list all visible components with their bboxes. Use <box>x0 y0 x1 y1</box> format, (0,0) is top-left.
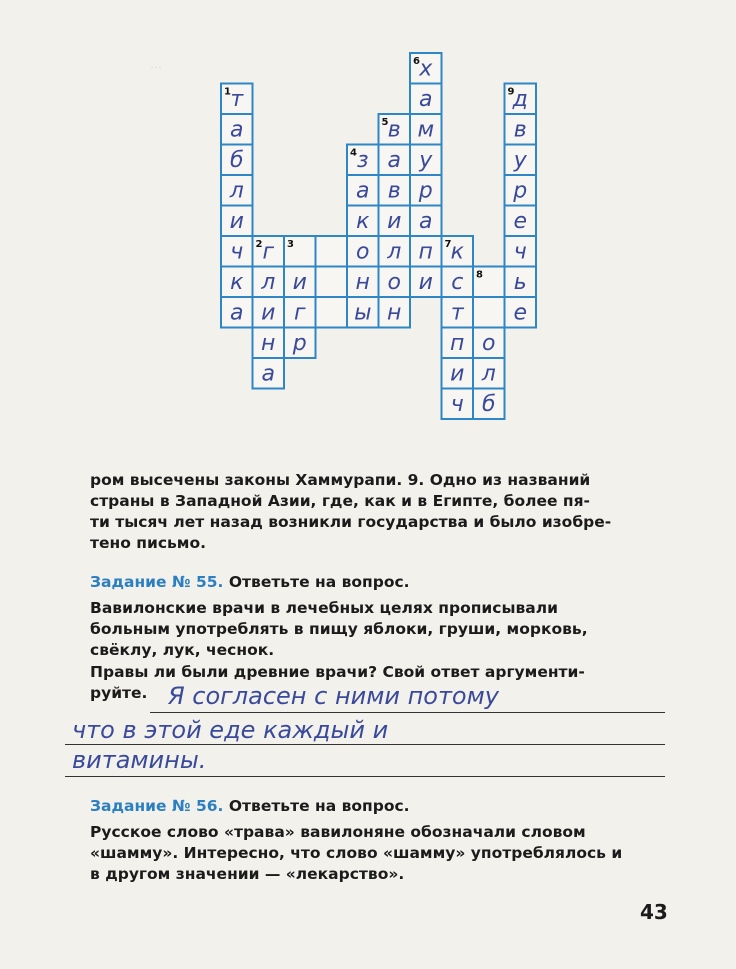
text-line: свёклу, лук, чеснок. <box>90 641 275 659</box>
crossword-letter: о <box>482 331 496 357</box>
crossword-letter: х <box>419 56 433 82</box>
text-line: ти тысяч лет назад возникли государства и было изобре- <box>90 513 612 531</box>
crossword-grid <box>0 0 736 470</box>
crossword-letter: г <box>293 300 306 326</box>
crossword-letter: ь <box>513 270 527 296</box>
crossword-letter: в <box>513 117 527 143</box>
text-line: страны в Западной Азии, где, как и в Египте, более пя- <box>90 492 590 510</box>
crossword-letter: а <box>419 87 433 113</box>
task-55-title: Задание № 55. <box>90 573 224 591</box>
crossword-letter: о <box>356 239 370 265</box>
task-56-instruction: Ответьте на вопрос. <box>228 797 410 815</box>
crossword-letter: к <box>230 270 244 296</box>
crossword-letter: к <box>450 239 464 265</box>
text-line: в другом значении — «лекарство». <box>90 865 405 883</box>
text-line: руйте. <box>90 684 148 702</box>
crossword-letter: т <box>450 300 464 326</box>
text-line: ром высечены законы Хаммурапи. 9. Одно из названий <box>90 471 591 489</box>
crossword-letter: н <box>261 331 276 357</box>
crossword-letter: с <box>451 270 464 296</box>
crossword-cell <box>316 267 348 298</box>
crossword-letter: м <box>417 117 435 143</box>
crossword-letter: и <box>261 300 276 326</box>
crossword-letter: а <box>356 178 370 204</box>
crossword-letter: ч <box>230 239 244 265</box>
crossword-letter: л <box>261 270 276 296</box>
paragraph-babylon-doctors <box>90 598 670 661</box>
text-line: Правы ли были древние врачи? Свой ответ аргументи- <box>90 663 585 681</box>
crossword-letter: з <box>356 148 369 174</box>
crossword-letter: г <box>262 239 275 265</box>
crossword-letter: е <box>513 209 528 235</box>
paragraph-crossword-clue <box>90 470 670 554</box>
crossword-letter: и <box>387 209 402 235</box>
crossword-letter: в <box>387 117 401 143</box>
crossword-number: 4 <box>350 147 357 159</box>
text-line: больным употреблять в пищу яблоки, груши, морковь, <box>90 620 588 638</box>
crossword-letter: а <box>387 148 401 174</box>
task-56-heading <box>90 796 670 817</box>
crossword-letter: е <box>513 300 528 326</box>
crossword-letter: л <box>387 239 402 265</box>
crossword-number: 1 <box>224 86 231 98</box>
crossword-number: 2 <box>255 239 263 250</box>
answer-rule-3 <box>65 776 665 777</box>
crossword-letter: н <box>387 300 402 326</box>
handwritten-answer-line-3: витамины. <box>72 746 207 774</box>
crossword-cell <box>316 236 348 267</box>
bleed-through-text: … <box>150 57 162 71</box>
crossword-letter: б <box>229 148 244 174</box>
text-line: Вавилонские врачи в лечебных целях прописывали <box>90 599 558 617</box>
crossword-letter: ы <box>354 300 372 326</box>
text-line: тено письмо. <box>90 534 207 552</box>
handwritten-answer-line-2: что в этой еде каждый и <box>72 716 389 744</box>
crossword-letter: и <box>418 270 433 296</box>
crossword-letter: а <box>419 209 433 235</box>
crossword-letter: т <box>230 87 244 113</box>
crossword-letter: р <box>292 331 307 357</box>
crossword-letter: в <box>387 178 401 204</box>
answer-rule-1 <box>150 712 665 713</box>
crossword-letter: п <box>418 239 433 265</box>
crossword-letter: ч <box>450 392 464 418</box>
crossword-letter: ч <box>513 239 527 265</box>
task-56-title: Задание № 56. <box>90 797 224 815</box>
crossword-letter: о <box>387 270 401 296</box>
text-line: «шамму». Интересно, что слово «шамму» употреблялось и <box>90 844 623 862</box>
crossword-cell <box>473 297 505 328</box>
crossword-letter: а <box>230 117 244 143</box>
crossword-letter: и <box>292 270 307 296</box>
crossword-cell <box>316 297 348 328</box>
crossword-letter: у <box>419 148 433 174</box>
crossword-letter: а <box>261 361 275 387</box>
paragraph-shammu <box>90 822 670 885</box>
page-number: 43 <box>640 900 668 924</box>
crossword-letter: д <box>512 87 528 113</box>
crossword-letter: п <box>450 331 465 357</box>
crossword-letter: у <box>513 148 527 174</box>
text-line: Русское слово «трава» вавилоняне обозначали словом <box>90 823 586 841</box>
handwritten-answer-line-1: Я согласен с ними потому <box>168 682 499 710</box>
crossword-letter: л <box>481 361 496 387</box>
crossword-letter: и <box>229 209 244 235</box>
crossword-letter: и <box>450 361 465 387</box>
crossword-number: 7 <box>444 239 452 250</box>
crossword-letter: а <box>230 300 244 326</box>
crossword-letter: б <box>481 392 496 418</box>
crossword-number: 6 <box>413 56 420 67</box>
crossword-letter: н <box>355 270 370 296</box>
task-55-instruction: Ответьте на вопрос. <box>228 573 410 591</box>
crossword-letter: к <box>356 209 370 235</box>
crossword-letter: р <box>513 178 528 204</box>
task-55-heading <box>90 572 670 593</box>
crossword-letter: л <box>229 178 244 204</box>
crossword-number: 5 <box>381 117 389 128</box>
answer-rule-2 <box>65 744 665 745</box>
crossword-number: 9 <box>507 86 515 98</box>
crossword-number: 3 <box>287 239 294 250</box>
crossword-letter: р <box>418 178 433 204</box>
crossword-number: 8 <box>476 269 483 281</box>
